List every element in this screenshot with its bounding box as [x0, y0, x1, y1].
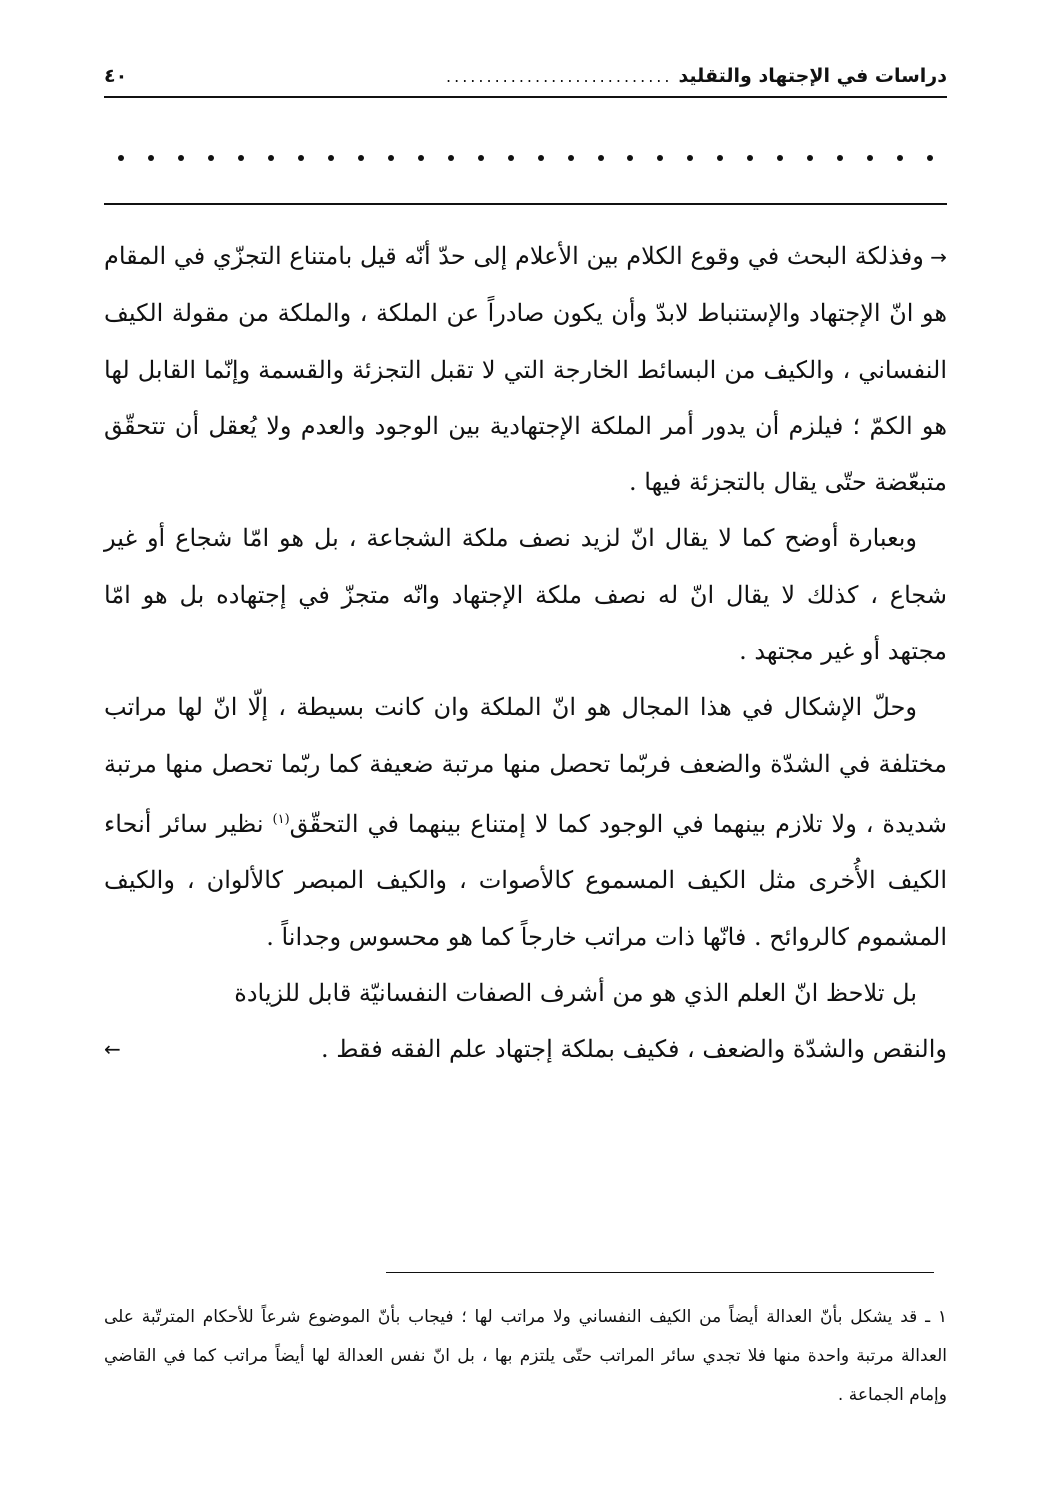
- separator-dot: [837, 155, 843, 161]
- paragraph-4-last-line: [104, 1021, 947, 1077]
- separator-dot: [238, 155, 244, 161]
- separator-dot: [568, 155, 574, 161]
- main-text: [104, 228, 947, 1077]
- separator-dot: [508, 155, 514, 161]
- leader-dots: ............................: [446, 66, 673, 86]
- separator-dot: [448, 155, 454, 161]
- separator-dot: [358, 155, 364, 161]
- footnote-divider: [386, 1272, 934, 1273]
- book-title: دراسات في الإجتهاد والتقليد: [678, 65, 947, 87]
- separator-dot: [208, 155, 214, 161]
- separator-dot: [178, 155, 184, 161]
- paragraph-3: [104, 679, 947, 964]
- paragraph-1: [104, 228, 947, 510]
- separator-dot: [687, 155, 693, 161]
- separator-dot: [388, 155, 394, 161]
- separator-dot: [478, 155, 484, 161]
- paragraph-3-text-a: وحلّ الإشكال في هذا المجال هو انّ الملكة وان كانت بسيطة ، إلّا انّ لها مراتب مختلفة في الشدّة والضعف فربّما تحصل منها مرتبة ضعيفة كما ربّما تحصل منها مرتبة شديدة ، ولا تلازم بينهما في الوجود كما لا إمتناع بينهما في التحقّق: [104, 693, 947, 838]
- separator-dot: [657, 155, 663, 161]
- separator-dot: [268, 155, 274, 161]
- separator-dot: [927, 155, 933, 161]
- separator-dot: [777, 155, 783, 161]
- next-page-arrow-icon: ←: [104, 1037, 121, 1062]
- separator-dot: [867, 155, 873, 161]
- page-number: ٤٠: [104, 65, 128, 87]
- paragraph-4-last-line-text: والنقص والشدّة والضعف ، فكيف بملكة إجتهاد علم الفقه فقط .: [321, 1035, 947, 1064]
- page-header: [104, 56, 947, 98]
- decorative-dot-separator: [118, 146, 933, 170]
- separator-dot: [627, 155, 633, 161]
- horizontal-rule: [104, 203, 947, 205]
- footnote: [104, 1298, 947, 1415]
- paragraph-3-text-b: نظير سائر أنحاء الكيف الأُخرى مثل الكيف المسموع كالأصوات ، والكيف المبصر كالألوان ، والكيف المشموم كالروائح . فانّها ذات مراتب خارجاً كما هو محسوس وجداناً .: [104, 809, 947, 951]
- separator-dot: [298, 155, 304, 161]
- footnote-text: ١ ـ قد يشكل بأنّ العدالة أيضاً من الكيف النفساني ولا مراتب لها ؛ فيجاب بأنّ الموضوع شرعاً للأحكام المترتّبة على العدالة مرتبة واحدة منها فلا تجدي سائر المراتب حتّى يلتزم بها ، بل انّ نفس العدالة لها أيضاً مراتب كما في القاضي وإمام الجماعة .: [104, 1307, 947, 1405]
- separator-dot: [747, 155, 753, 161]
- separator-dot: [538, 155, 544, 161]
- paragraph-2: وبعبارة أوضح كما لا يقال انّ لزيد نصف ملكة الشجاعة ، بل هو امّا شجاع أو غير شجاع ، كذلك لا يقال انّ له نصف ملكة الإجتهاد وانّه متجزّ في إجتهاده بل هو امّا مجتهد أو غير مجتهد .: [104, 524, 947, 666]
- separator-dot: [328, 155, 334, 161]
- header-title-group: [446, 65, 947, 87]
- separator-dot: [807, 155, 813, 161]
- separator-dot: [897, 155, 903, 161]
- separator-dot: [148, 155, 154, 161]
- paragraph-4-text: بل تلاحظ انّ العلم الذي هو من أشرف الصفات النفسانيّة قابل للزيادة: [234, 978, 917, 1007]
- footnote-reference[interactable]: (١): [272, 811, 290, 827]
- separator-dot: [717, 155, 723, 161]
- separator-dot: [598, 155, 604, 161]
- continuation-arrow-icon: →: [923, 245, 947, 269]
- separator-dot: [118, 155, 124, 161]
- paragraph-4: [104, 965, 947, 1021]
- separator-dot: [418, 155, 424, 161]
- paragraph-1-text: وفذلكة البحث في وقوع الكلام بين الأعلام إلى حدّ أنّه قيل بامتناع التجزّي في المقام هو انّ الإجتهاد والإستنباط لابدّ وأن يكون صادراً عن الملكة ، والملكة من مقولة الكيف النفساني ، والكيف من البسائط الخارجة التي لا تقبل التجزئة والقسمة وإنّما القابل لها هو الكمّ ؛ فيلزم أن يدور أمر الملكة الإجتهادية بين الوجود والعدم ولا يُعقل أن تتحقّق متبعّضة حتّى يقال بالتجزئة فيها .: [104, 242, 947, 497]
